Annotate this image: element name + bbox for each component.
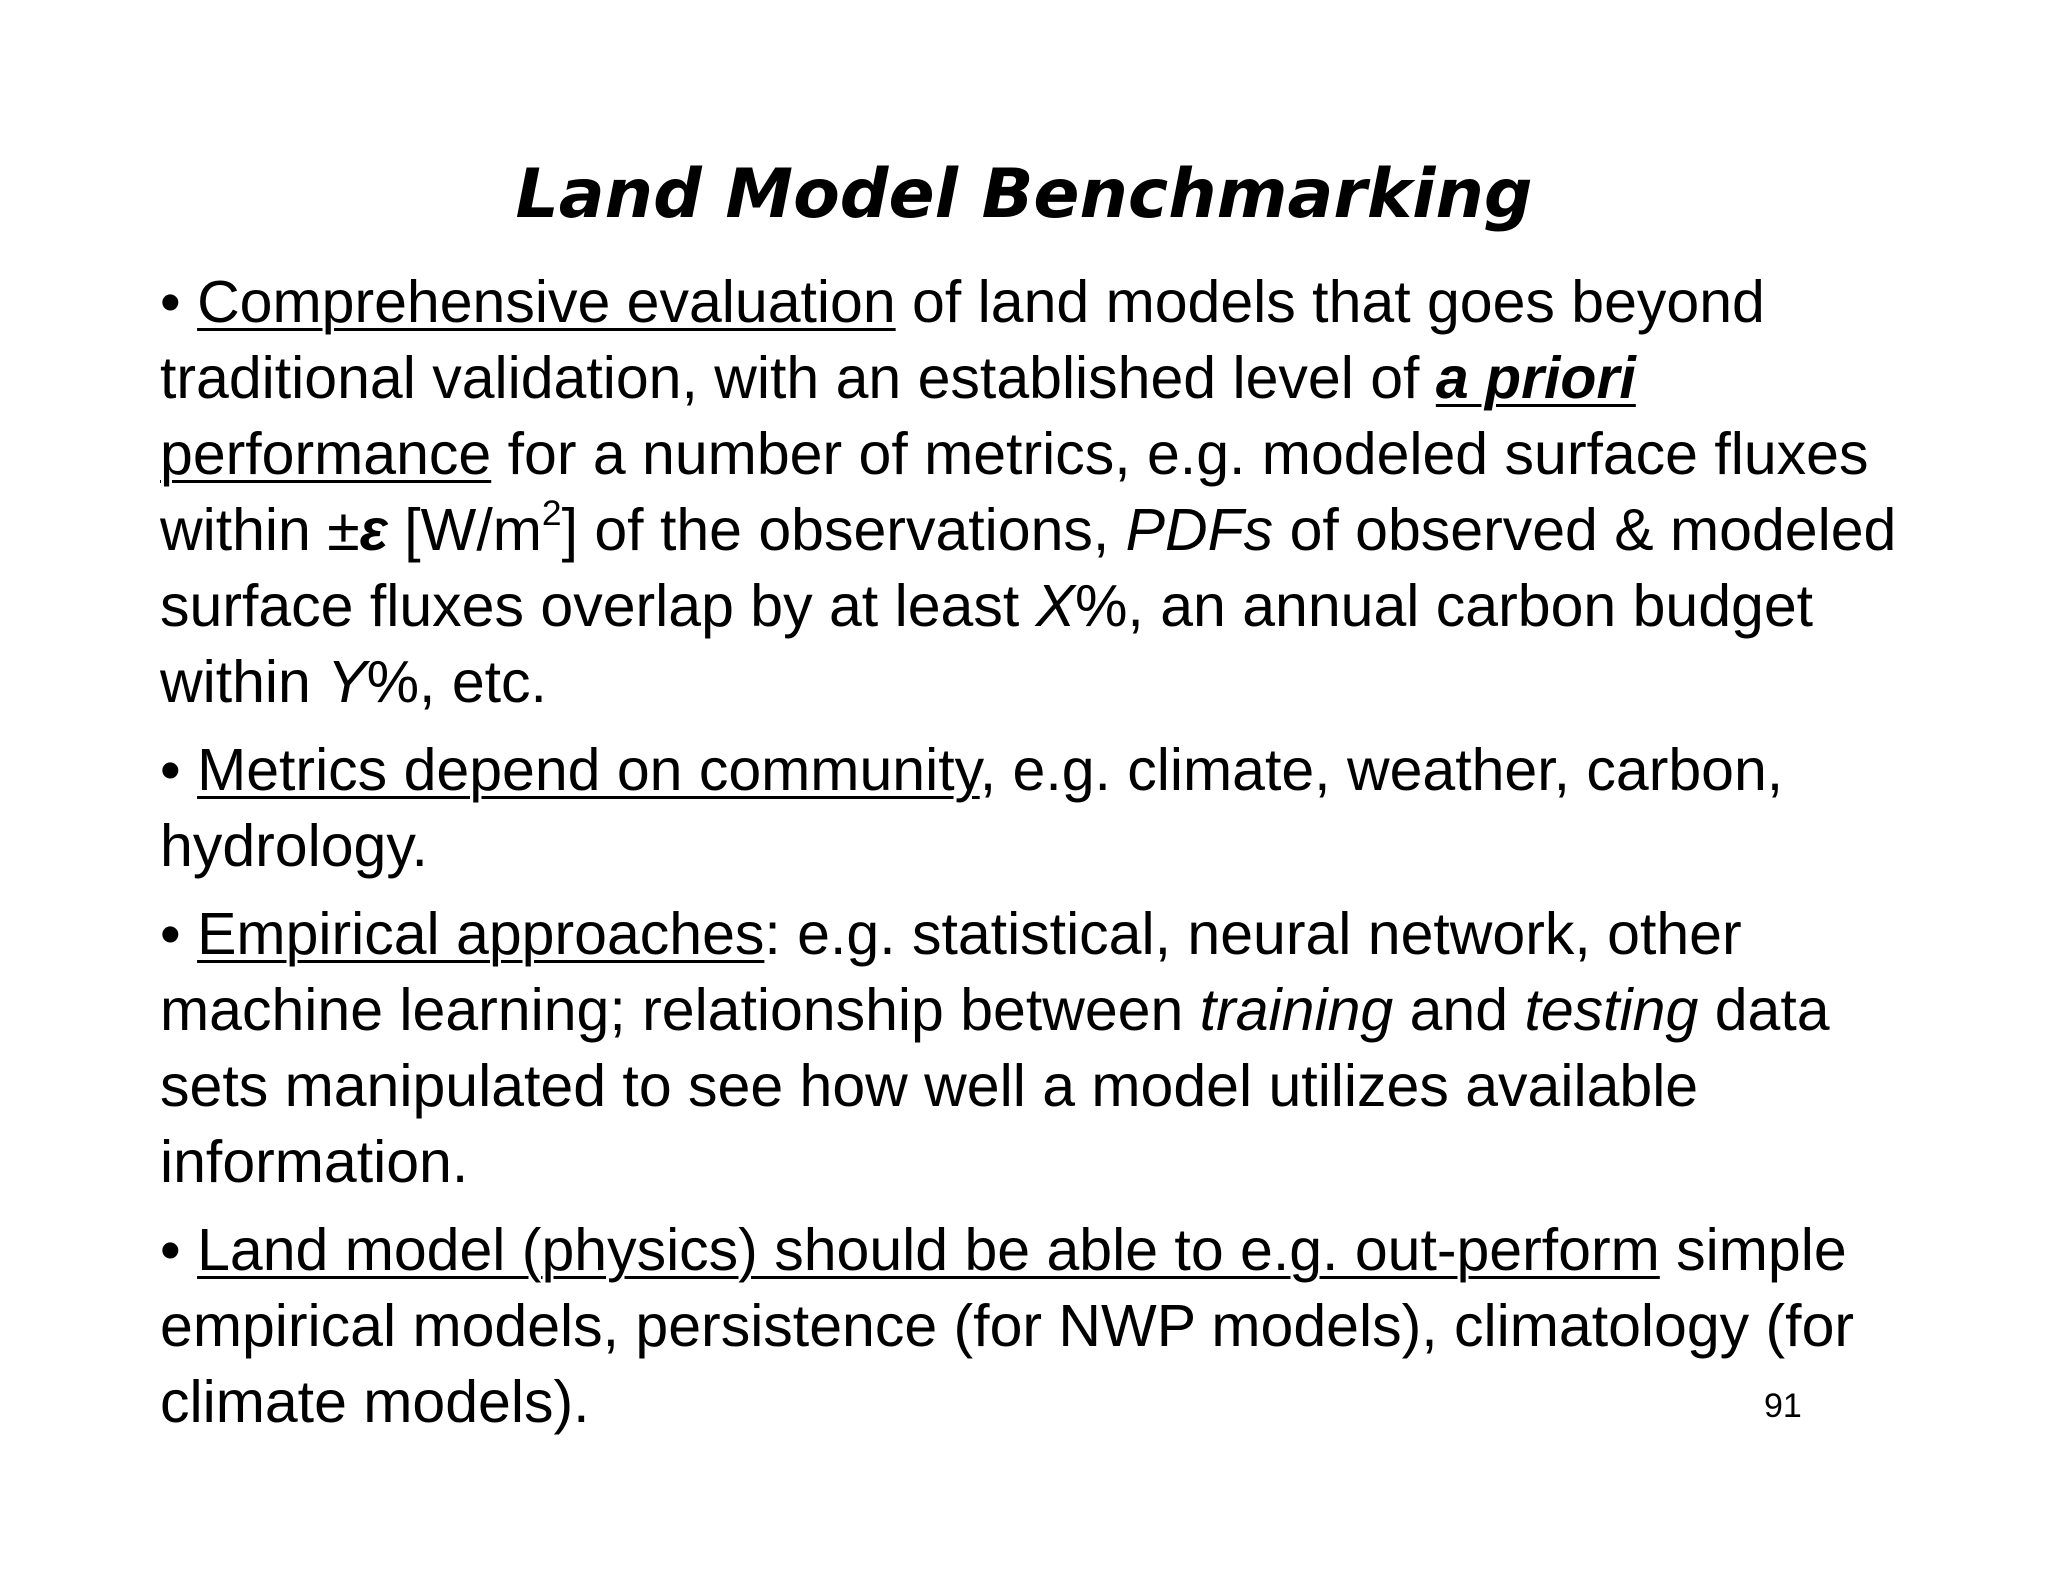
bullet-item-empirical-approaches bbox=[160, 896, 1900, 1200]
underlined-phrase: Comprehensive evaluation bbox=[197, 269, 896, 335]
bullet-marker: • bbox=[160, 901, 181, 967]
text-run: and bbox=[1393, 977, 1525, 1043]
text-run: for a number of metrics, e.g. modeled surface fluxes within ± bbox=[160, 421, 1869, 563]
page-number: 91 bbox=[1764, 1387, 1802, 1425]
y-variable: Y bbox=[327, 649, 367, 715]
slide-title: Land Model Benchmarking bbox=[515, 155, 1533, 234]
bullet-marker: • bbox=[160, 269, 181, 335]
text-run: [W/m bbox=[387, 497, 542, 563]
text-run: ] of the observations, bbox=[561, 497, 1126, 563]
x-variable: X bbox=[1035, 573, 1075, 639]
underlined-phrase: Empirical approaches bbox=[197, 901, 765, 967]
bullet-marker: • bbox=[160, 1217, 181, 1283]
superscript: 2 bbox=[541, 493, 562, 534]
text-run: simple empirical models, persistence (for NWP models), climatology (for climate models). bbox=[160, 1217, 1855, 1435]
bullet-item-metrics bbox=[160, 732, 1900, 884]
underlined-phrase: Metrics depend on community bbox=[197, 737, 980, 803]
text-run: : e.g. statistical, neural network, other machine learning; relationship between bbox=[160, 901, 1742, 1043]
bullet-item-comprehensive-evaluation bbox=[160, 264, 1900, 720]
text-run: %, an annual carbon budget within bbox=[160, 573, 1814, 715]
underlined-phrase: Land model (physics) should be able to e.g. out-perform bbox=[197, 1217, 1660, 1283]
text-run: %, etc. bbox=[366, 649, 547, 715]
bullet-list bbox=[160, 264, 1900, 1452]
text-run: , e.g. climate, weather, carbon, hydrology. bbox=[160, 737, 1784, 879]
text-run: data sets manipulated to see how well a model utilizes available information. bbox=[160, 977, 1830, 1195]
performance-underlined: performance bbox=[160, 421, 492, 487]
training-italic: training bbox=[1199, 977, 1394, 1043]
testing-italic: testing bbox=[1524, 977, 1699, 1043]
a-priori-emphasis: a priori bbox=[1435, 345, 1636, 411]
bullet-item-land-model bbox=[160, 1212, 1900, 1440]
epsilon-symbol: ε bbox=[359, 497, 388, 563]
pdfs-italic: PDFs bbox=[1125, 497, 1274, 563]
text-run: of observed & modeled surface fluxes overlap by at least bbox=[160, 497, 1897, 639]
bullet-marker: • bbox=[160, 737, 181, 803]
text-run: of land models that goes beyond traditional validation, with an established level of bbox=[160, 269, 1765, 411]
